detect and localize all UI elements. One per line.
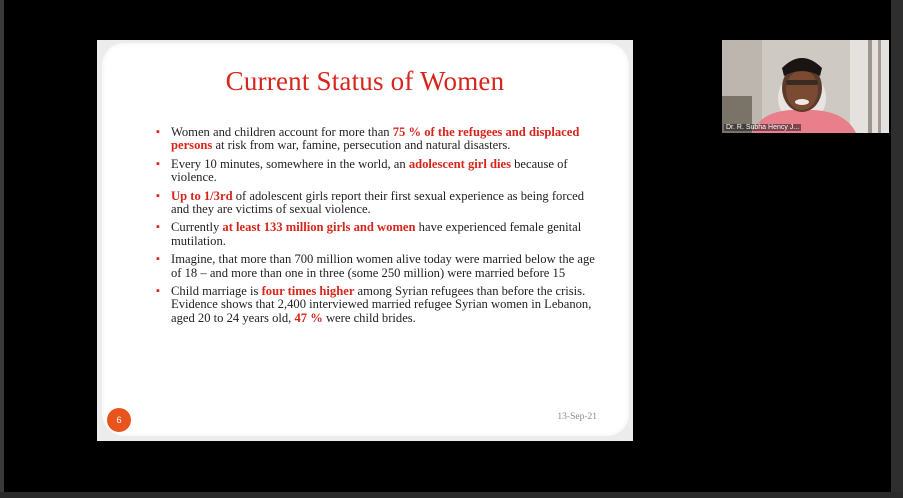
- bullet-text: because of violence.: [171, 156, 568, 185]
- bullet-text: among Syrian refugees than before the crisis. Evidence shows that 2,400 interviewed married refugee Syrian women in Lebanon, aged 20 to 24 years old,: [171, 284, 592, 325]
- window-frame-left: [0, 0, 4, 498]
- bullet-item: [171, 190, 602, 217]
- highlighted-text: adolescent girl dies: [408, 156, 511, 171]
- bullet-text: Women and children account for more than: [171, 125, 393, 139]
- highlighted-text: four times higher: [261, 284, 355, 299]
- window-frame-bottom: [0, 492, 903, 498]
- bullet-item: [171, 221, 602, 248]
- page-number-badge: 6: [107, 408, 131, 432]
- bullet-text: have experienced female genital mutilation.: [171, 220, 582, 248]
- shared-slide: [97, 40, 633, 441]
- highlighted-text: Up to 1/3rd: [171, 188, 233, 203]
- window-frame-right: [891, 0, 903, 498]
- bullet-list: [157, 126, 602, 330]
- highlighted-text: 75 % of the refugees and displaced persons: [171, 125, 580, 153]
- participant-video-tile[interactable]: [722, 40, 889, 133]
- bullet-text: Currently: [171, 220, 223, 235]
- participant-name-label: Dr. R. Subha Hency J...: [726, 124, 800, 131]
- bullet-item: [171, 253, 602, 280]
- bullet-text: Child marriage is: [171, 284, 262, 299]
- bullet-text: at risk from war, famine, persecution and natural disasters.: [212, 138, 511, 153]
- highlighted-text: 47 %: [294, 310, 323, 325]
- bullet-text: were child brides.: [322, 310, 416, 325]
- participant-video: [722, 40, 889, 133]
- bullet-text: Imagine, that more than 700 million women alive today were married below the age of 18 – and more than one in three (some 250 million) were married before 15: [171, 252, 595, 280]
- highlighted-text: at least 133 million girls and women: [222, 220, 416, 235]
- bullet-item: [171, 126, 602, 153]
- slide-title: Current Status of Women: [225, 66, 505, 96]
- bullet-text: Every 10 minutes, somewhere in the world, an: [171, 156, 409, 171]
- slide-date: 13-Sep-21: [557, 412, 597, 422]
- bullet-text: of adolescent girls report their first sexual experience as being forced and they are victims of sexual violence.: [171, 188, 585, 217]
- bullet-item: [171, 158, 602, 185]
- bullet-item: [171, 285, 602, 325]
